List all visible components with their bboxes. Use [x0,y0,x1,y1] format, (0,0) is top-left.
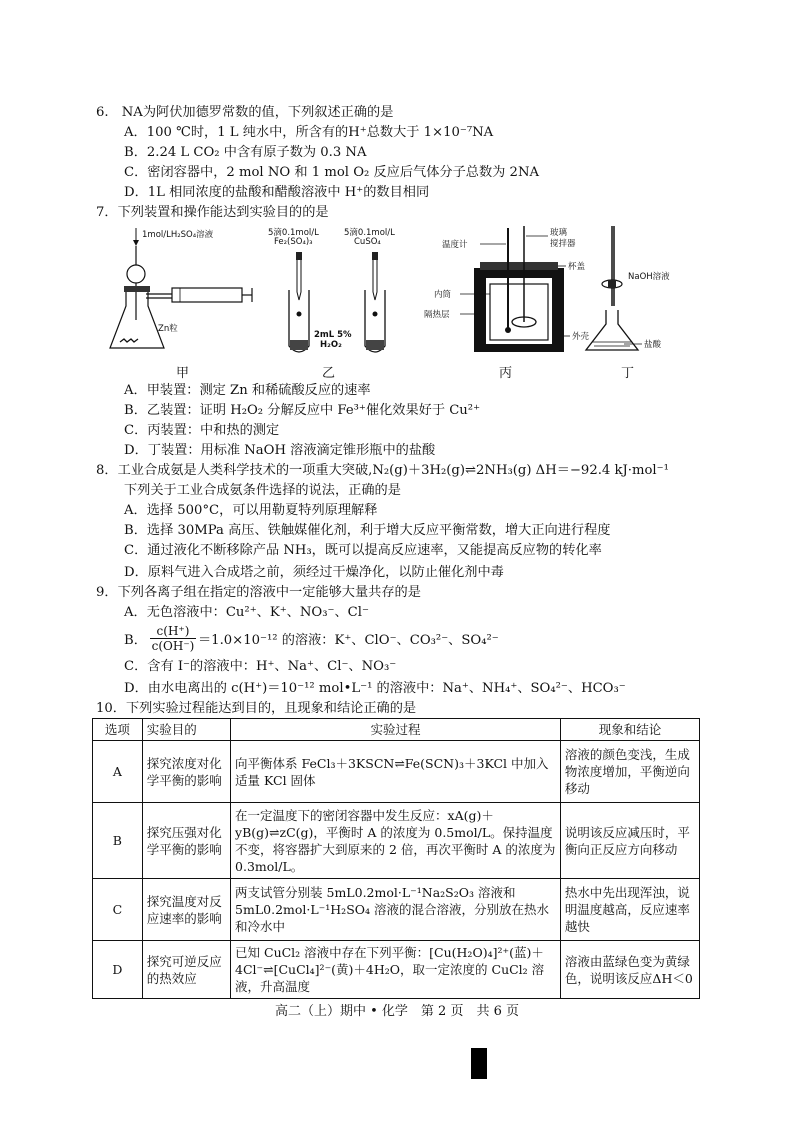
apparatus-yi-drawing [268,222,418,372]
caption-jia: 甲 [176,366,190,381]
yi-bottom-label-2: H₂O₂ [320,340,342,350]
q7-option-d: D．丁装置：用标准 NaOH 溶液滴定锥形瓶中的盐酸 [124,443,436,458]
q6-stem: 6. NA为阿伏加德罗常数的值，下列叙述正确的是 [96,105,394,120]
q6-option-d: D．1L 相同浓度的盐酸和醋酸溶液中 H⁺的数目相同 [124,185,430,200]
bing-thermometer-label: 温度计 [442,240,468,250]
q10-stem: 10．下列实验过程能达到目的，且现象和结论正确的是 [96,701,417,716]
yi-right-label: 5滴0.1mol/L [344,228,395,238]
page-footer: 高二（上）期中 • 化学 第 2 页 共 6 页 [274,1004,519,1019]
q10-header-result: 现象和结论 [560,719,699,741]
q9-option-a: A．无色溶液中：Cu²⁺、K⁺、NO₃⁻、Cl⁻ [124,605,369,620]
q10-row-c-process: 两支试管分别装 5mL0.2mol·L⁻¹Na₂S₂O₃ 溶液和 5mL0.2mol·L⁻¹H₂SO₄ 溶液的混合溶液，分别放在热水和冷水中 [231,879,561,941]
q10-row-b-process: 在一定温度下的密闭容器中发生反应：xA(g)＋yB(g)⇌zC(g)，平衡时 A 的浓度为 0.5mol/L。保持温度不变，将容器扩大到原来的 2 倍，再次平衡时 A 的浓度为 0.3mol/L。 [231,803,561,879]
q9-option-c: C．含有 I⁻的溶液中：H⁺、Na⁺、Cl⁻、NO₃⁻ [124,659,397,674]
ding-naoh-label: NaOH溶液 [628,272,670,282]
bing-shell-label: 外壳 [572,332,590,342]
q10-row-d-option: D [93,941,143,999]
q7-stem: 7．下列装置和操作能达到实验目的的是 [96,205,329,220]
q10-row-b-goal: 探究压强对化学平衡的影响 [142,803,230,879]
apparatus-jia-drawing [128,222,258,372]
q10-row-a-process: 向平衡体系 FeCl₃＋3KSCN⇌Fe(SCN)₃＋3KCl 中加入适量 KCl 固体 [231,741,561,803]
q10-header-goal: 实验目的 [142,719,230,741]
q10-row-b-result: 说明该反应减压时，平衡向正反应方向移动 [560,803,699,879]
q6-option-b: B．2.24 L CO₂ 中含有原子数为 0.3 NA [124,145,367,160]
yi-bottom-label: 2mL 5% [314,330,352,340]
bing-lid-label: 杯盖 [568,262,586,272]
q8-stem-2: 下列关于工业合成氨条件选择的说法，正确的是 [124,483,401,498]
q8-option-b: B．选择 30MPa 高压、铁触媒催化剂，利于增大反应平衡常数，增大正向进行程度 [124,523,611,538]
q6-option-c: C．密闭容器中，2 mol NO 和 1 mol O₂ 反应后气体分子总数为 2NA [124,165,540,180]
apparatus-jia [128,222,248,372]
q10-header-process: 实验过程 [231,719,561,741]
scan-mark [471,1048,487,1079]
q10-row-b-option: B [93,803,143,879]
table-row [93,941,700,999]
q9-fraction-denominator: c(OH⁻) [151,639,195,653]
caption-ding: 丁 [621,366,635,381]
q10-row-c-goal: 探究温度对反应速率的影响 [142,879,230,941]
q10-row-d-result: 溶液由蓝绿色变为黄绿色，说明该反应ΔH＜0 [560,941,699,999]
ding-hcl-label: 盐酸 [644,340,662,350]
bing-stirrer-label-2: 搅拌器 [550,239,576,249]
q9-fraction-numerator: c(H⁺) [150,624,196,639]
q10-row-a-goal: 探究浓度对化学平衡的影响 [142,741,230,803]
q10-row-a-option: A [93,741,143,803]
q10-row-d-process: 已知 CuCl₂ 溶液中存在下列平衡：[Cu(H₂O)₄]²⁺(蓝)＋4Cl⁻⇌[CuCl₄]²⁻(黄)＋4H₂O，取一定浓度的 CuCl₂ 溶液，升高温度 [231,941,561,999]
bing-stirrer-label: 玻璃 [550,228,568,238]
q8-option-d: D．原料气进入合成塔之前，须经过干燥净化，以防止催化剂中毒 [124,565,504,580]
q7-option-c: C．丙装置：中和热的测定 [124,423,280,438]
apparatus-bing [424,222,590,372]
bing-inner-label: 内筒 [434,290,452,300]
q9-stem: 9．下列各离子组在指定的溶液中一定能够大量共存的是 [96,585,421,600]
q8-option-c: C．通过液化不断移除产品 NH₃，既可以提高反应速率，又能提高反应物的转化率 [124,543,602,558]
q10-row-c-result: 热水中先出现浑浊，说明温度越高，反应速率越快 [560,879,699,941]
caption-yi: 乙 [322,366,336,381]
q10-table [92,718,700,999]
bing-insulation-label: 隔热层 [424,310,450,320]
jia-acid-label: 1mol/LH₂SO₄溶液 [142,230,214,240]
q9-option-b-letter: B． [124,633,147,648]
q9-option-b-rest: ＝1.0×10⁻¹² 的溶液：K⁺、ClO⁻、CO₃²⁻、SO₄²⁻ [198,633,499,648]
table-row [93,879,700,941]
q9-option-d: D．由水电离出的 c(H⁺)＝10⁻¹² mol•L⁻¹ 的溶液中：Na⁺、NH₄⁺、SO₄²⁻、HCO₃⁻ [124,681,626,696]
table-row [93,803,700,879]
yi-right-label-2: CuSO₄ [354,237,381,247]
yi-left-label-2: Fe₂(SO₄)₃ [274,237,313,247]
caption-bing: 丙 [499,366,513,381]
q9-option-b-fraction [150,624,196,653]
q7-option-b: B．乙装置：证明 H₂O₂ 分解反应中 Fe³⁺催化效果好于 Cu²⁺ [124,403,481,418]
yi-left-label: 5滴0.1mol/L [268,228,319,238]
apparatus-yi [268,222,418,372]
q10-row-c-option: C [93,879,143,941]
q7-option-a: A．甲装置：测定 Zn 和稀硫酸反应的速率 [124,383,371,398]
q10-row-a-result: 溶液的颜色变浅，生成物浓度增加，平衡逆向移动 [560,741,699,803]
q10-header-row [93,719,700,741]
q10-row-d-goal: 探究可逆反应的热效应 [142,941,230,999]
jia-zn-label: Zn粒 [158,324,178,334]
q8-stem: 8．工业合成氨是人类科学技术的一项重大突破,N₂(g)＋3H₂(g)⇌2NH₃(g) ΔH＝−92.4 kJ·mol⁻¹ [96,463,669,478]
q8-option-a: A．选择 500°C，可以用勒夏特列原理解释 [124,503,378,518]
apparatus-ding [598,222,698,372]
table-row [93,741,700,803]
q6-option-a: A．100 ℃时，1 L 纯水中，所含有的H⁺总数大于 1×10⁻⁷NA [124,125,494,140]
q10-header-option: 选项 [93,719,143,741]
